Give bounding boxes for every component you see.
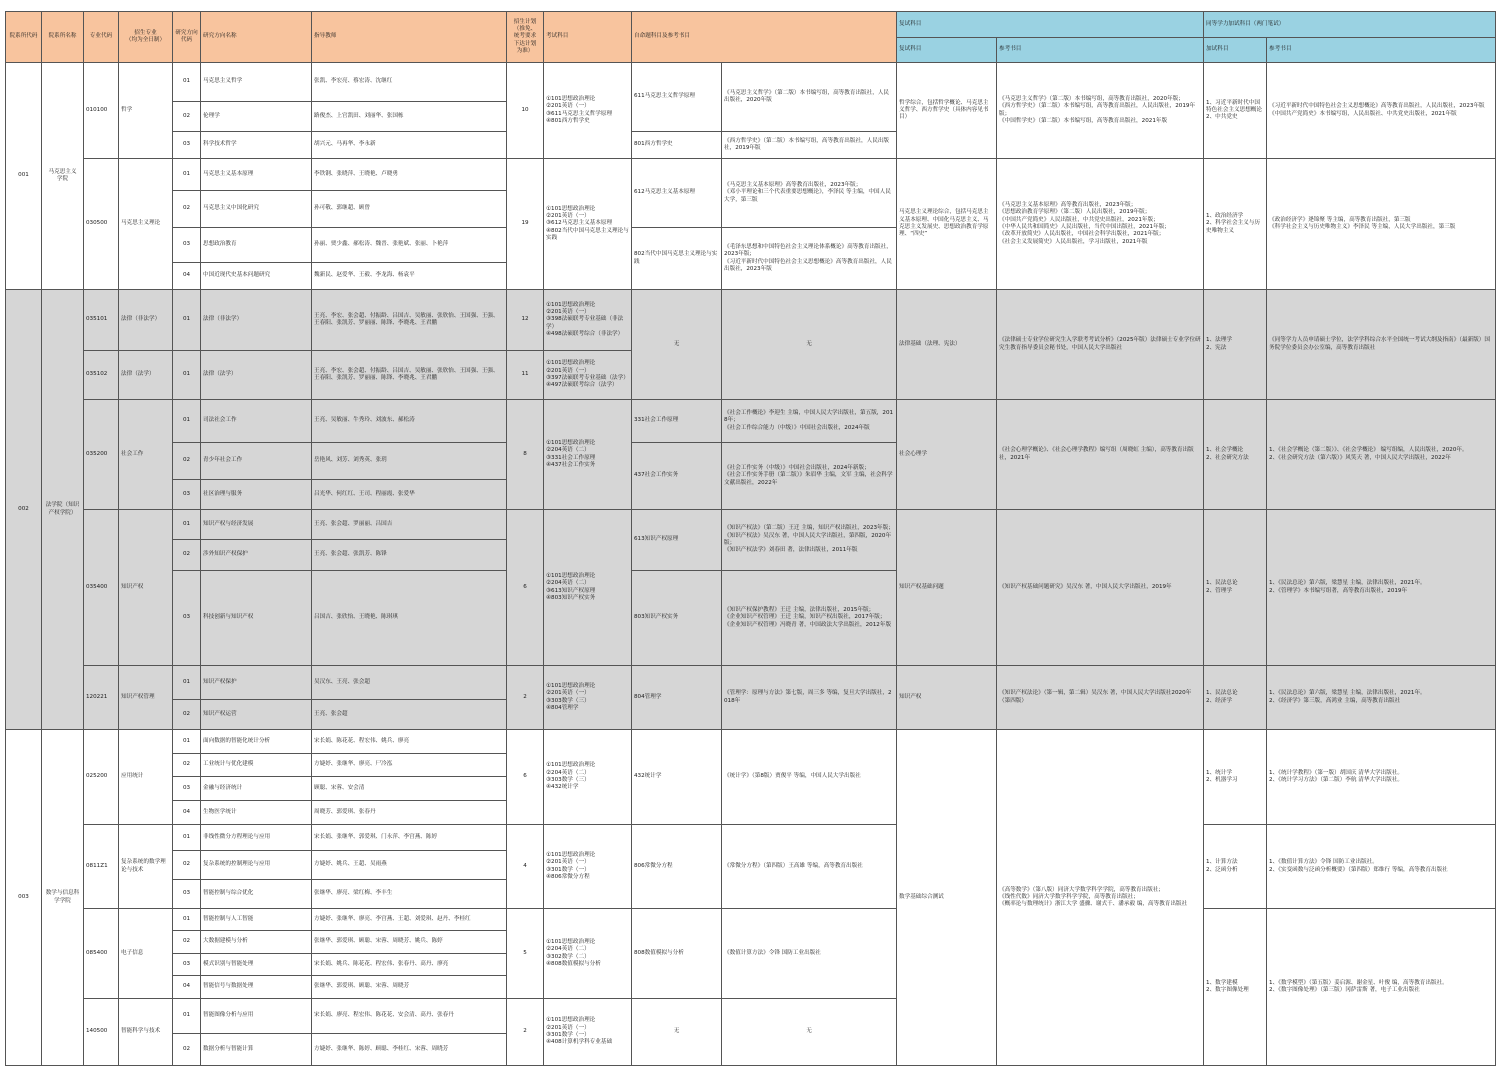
tutors-cell: 周晓芳、郭爱琪、张春丹 (312, 801, 507, 825)
major-code-cell: 035101 (84, 290, 119, 351)
dir-code-cell: 01 (173, 400, 201, 443)
table-row (6, 510, 1496, 540)
major-name-cell: 智能科学与技术 (119, 999, 173, 1066)
major-code-cell: 010100 (84, 63, 119, 159)
retest-subject: 法律基础（法理、宪法） (897, 290, 997, 400)
header-equal: 同等学力加试科目（两门笔试） (1204, 12, 1496, 38)
dir-name-cell: 复杂系统的控制理论与应用 (201, 851, 312, 880)
major-code-cell: 085400 (84, 909, 119, 999)
dir-code-cell: 01 (173, 63, 201, 102)
dir-name-cell: 生物医学统计 (201, 801, 312, 825)
plan-cell: 5 (507, 909, 544, 999)
tutors-cell: 胡兴元、马再华、李永新 (312, 132, 507, 159)
retest-subject: 知识产权 (897, 666, 997, 730)
enrollment-catalog-table (5, 11, 1496, 1066)
dir-code-cell: 02 (173, 191, 201, 228)
major-code-cell: 035200 (84, 400, 119, 510)
self-exam-subject: 802当代中国马克思主义理论与实践 (632, 228, 722, 290)
table-row (6, 666, 1496, 700)
self-exam-subject: 806常微分方程 (632, 825, 722, 909)
plan-cell: 6 (507, 730, 544, 825)
header-retest: 复试科目 (897, 12, 1204, 38)
tutors-cell: 顾聪、宋蓉、安会清 (312, 777, 507, 801)
exam-cell: ①101思想政治理论 ②201英语（一） ③397法硕联考专业基础（法学） ④497法硕联考综合（法学） (544, 351, 632, 400)
plan-cell: 11 (507, 351, 544, 400)
major-code-cell: 140500 (84, 999, 119, 1066)
dir-code-cell: 03 (173, 880, 201, 909)
equal-books: 1、《数学模型》（第五版）姜启源、谢金星、叶俊 编，高等教育出版社。 2、《数字图像处理》（第三版）冈萨雷斯 著，电子工业出版社 (1267, 909, 1496, 1066)
equal-books: 《习近平新时代中国特色社会主义思想概论》高等教育出版社，人民出版社，2023年版 《中国共产党简史》本书编写组，人民出版社、中共党史出版社，2021年版 (1267, 63, 1496, 159)
self-exam-books: 《社会工作实务（中级）》中国社会出版社，2024年新版； 《社会工作实务手册（第二版）》朱眉华 主编，文军 主编，社会科学文献出版社，2022年 (722, 443, 897, 510)
tutors-cell: 魏新民、赵爱华、王毅、李龙海、杨袁平 (312, 263, 507, 290)
table-row (6, 159, 1496, 191)
tutors-cell: 宋长娟、张继华、郭爱琪、门永萍、李宫燕、陈婷 (312, 825, 507, 851)
equal-books: 1、《民法总论》第六版，梁慧星 主编，法律出版社，2021年。 2、《管理学》本书编写组著，高等教育出版社，2019年 (1267, 510, 1496, 666)
dir-code-cell: 02 (173, 700, 201, 730)
dir-name-cell: 智能控制与综合优化 (201, 880, 312, 909)
dir-code-cell: 03 (173, 571, 201, 666)
equal-subject: 1、政治经济学 2、科学社会主义与历史唯物主义 (1204, 159, 1267, 290)
dir-name-cell: 伦理学 (201, 102, 312, 132)
plan-cell: 12 (507, 290, 544, 351)
tutors-cell: 王亮、李宏、张会超、付振龄、吕国吉、吴敏丽、张欣怡、王国强、王强、王春阳、张凯芳、罗丽丽、陈锋、李晓兆、王君鹏 (312, 290, 507, 351)
dir-name-cell: 社区治理与服务 (201, 480, 312, 510)
dir-code-cell: 03 (173, 777, 201, 801)
plan-cell: 8 (507, 400, 544, 510)
tutors-cell: 王亮、张会超、罗丽丽、吕国吉 (312, 510, 507, 540)
exam-cell: ①101思想政治理论 ②204英语（二） ③613知识产权原理 ④803知识产权实务 (544, 510, 632, 666)
dir-code-cell: 02 (173, 1034, 201, 1066)
dir-name-cell: 大数据建模与分析 (201, 931, 312, 954)
major-code-cell: 025200 (84, 730, 119, 825)
equal-subject: 1、社会学概论 2、社会研究方法 (1204, 400, 1267, 510)
dir-name-cell: 中国近现代史基本问题研究 (201, 263, 312, 290)
header-exam: 考试科目 (544, 12, 632, 63)
self-exam-subject: 437社会工作实务 (632, 443, 722, 510)
dir-name-cell: 科学技术哲学 (201, 132, 312, 159)
dir-name-cell: 知识产权与经济发展 (201, 510, 312, 540)
header-dir-code: 研究方向代码 (173, 12, 201, 63)
dir-code-cell: 02 (173, 102, 201, 132)
tutors-cell: 王亮、吴敏丽、牛秀玲、刘波东、郝松涛 (312, 400, 507, 443)
tutors-cell: 宋长娟、廖亮、程宏伟、陈花花、安会清、高丹、张春丹 (312, 999, 507, 1034)
tutors-cell: 孙可敬、郭继超、顾曾 (312, 191, 507, 228)
dir-code-cell: 03 (173, 480, 201, 510)
retest-books: 《马克思主义基本原理》高等教育出版社，2023年版； 《思想政治教育学原理》（第二版）人民出版社，2019年版； 《中国共产党简史》人民出版社，中共党史出版社，2021年版； 《中华人民共和国简史》人民出版社，当代中国出版社，2021年版； 《改革开放简史》人民出版社，中国社会科学出版社，2021年版； 《社会主义发展简史》人民出版社，学习出版社，2021年版 (997, 159, 1204, 290)
exam-cell: ①101思想政治理论 ②204英语（二） ③331社会工作原理 ④437社会工作实务 (544, 400, 632, 510)
dir-code-cell: 04 (173, 263, 201, 290)
tutors-cell: 宋长娟、姚兵、陈花花、程宏伟、张春丹、高丹、廖亮 (312, 954, 507, 976)
dir-name-cell: 马克思主义哲学 (201, 63, 312, 102)
plan-cell: 10 (507, 63, 544, 159)
retest-subject: 知识产权基础问题 (897, 510, 997, 666)
table-row (6, 825, 1496, 851)
dir-name-cell: 智能信号与数据处理 (201, 976, 312, 999)
tutors-cell: 吕光华、何红红、王司、程丽霞、张爱华 (312, 480, 507, 510)
self-exam-books: 《统计学》（第8版）贾俊平 等编，中国人民大学出版社 (722, 730, 897, 825)
dir-name-cell: 知识产权运营 (201, 700, 312, 730)
dir-name-cell: 马克思主义基本原理 (201, 159, 312, 191)
dir-code-cell: 01 (173, 825, 201, 851)
dir-name-cell: 涉外知识产权保护 (201, 540, 312, 571)
major-code-cell: 035400 (84, 510, 119, 666)
exam-cell: ①101思想政治理论 ②201英语（一） ③301数学（一） ④806常微分方程 (544, 825, 632, 909)
tutors-cell: 张继华、郭爱琪、顾聪、宋蓉、周晓芳、姚兵、陈婷 (312, 931, 507, 954)
plan-cell: 4 (507, 825, 544, 909)
dir-name-cell: 工业统计与优化建模 (201, 754, 312, 777)
tutors-cell: 王亮、张会超 (312, 700, 507, 730)
retest-subject: 马克思主义理论综合，包括马克思主义基本原理、中国化马克思主义、马克思主义发展史、思想政治教育学原理、“四史” (897, 159, 997, 290)
retest-books: 《高等数学》（第八版）同济大学数学科学学院，高等教育出版社； 《线性代数》同济大学数学科学学院，高等教育出版社； 《概率论与数理统计》浙江大学 盛骤、谢式千、潘承毅 编，高等教育出版社 (997, 730, 1204, 1066)
tutors-cell: 宋长娟、陈花花、程宏伟、姚兵、廖亮 (312, 730, 507, 754)
major-name-cell: 知识产权管理 (119, 666, 173, 730)
self-exam-subject: 612马克思主义基本原理 (632, 159, 722, 228)
dir-name-cell: 法律（法学） (201, 351, 312, 400)
major-code-cell: 120221 (84, 666, 119, 730)
table-row (6, 63, 1496, 102)
self-exam-subject: 808数值模拟与分析 (632, 909, 722, 999)
header-self-exam: 自命题科目及参考书目 (632, 12, 897, 63)
major-name-cell: 马克思主义理论 (119, 159, 173, 290)
tutors-cell: 方婕妤、姚兵、王超、吴雨燕 (312, 851, 507, 880)
equal-books: 1、《数值计算方法》令锋 国防工业出版社。 2、《实变函数与泛函分析概要》（第四版）郑维行 等编，高等教育出版社 (1267, 825, 1496, 909)
self-exam-subject: 432统计学 (632, 730, 722, 825)
equal-books: 1、《社会学概论（第二版）》、《社会学概论》 编写组编，人民出版社，2020年。 2、《社会研究方法（第六版）》风笑天 著，中国人民大学出版社，2022年 (1267, 400, 1496, 510)
exam-cell: ①101思想政治理论 ②204英语（二） ③302数学（二） ④808数值模拟与分析 (544, 909, 632, 999)
equal-subject: 1、习近平新时代中国特色社会主义思想概论 2、中共党史 (1204, 63, 1267, 159)
tutors-cell: 吕国吉、张欣怡、王晓艳、陈琪琪 (312, 571, 507, 666)
equal-books: 1、《民法总论》第六版，梁慧星 主编，法律出版社，2021年。 2、《经济学》第三版，高鸿业 主编，高等教育出版社 (1267, 666, 1496, 730)
dept-name-cell: 数学与信息科学学院 (42, 730, 84, 1066)
retest-subject: 社会心理学 (897, 400, 997, 510)
tutors-cell: 张继华、郭爱琪、顾聪、宋蓉、周晓芳 (312, 976, 507, 999)
equal-books: 1、《统计学教程》（第一版）胡国庆 清华大学出版社。 2、《统计学习方法》（第二版）李航 清华大学出版社。 (1267, 730, 1496, 825)
equal-subject: 1、数学建模 2、数字图像处理 (1204, 909, 1267, 1066)
major-name-cell: 法律（非法学） (119, 290, 173, 351)
header-retest-subject: 复试科目 (897, 38, 997, 63)
self-exam-subject: 801西方哲学史 (632, 132, 722, 159)
self-exam-none: 无 (632, 999, 722, 1066)
dir-name-cell: 思想政治教育 (201, 228, 312, 263)
major-name-cell: 社会工作 (119, 400, 173, 510)
dept-name-cell: 法学院（知识产权学院） (42, 290, 84, 730)
tutors-cell: 方婕妤、张继华、廖亮、尸冷泓 (312, 754, 507, 777)
tutors-cell: 李铁钢、张晓萍、王晓艳、卢晓勇 (312, 159, 507, 191)
retest-books: 《法律硕士专业学位研究生入学联考考试分析》（2025年版）法律硕士专业学位研究生教育指导委员会秘书处，中国人民大学出版社 (997, 290, 1204, 400)
dir-name-cell: 法律（非法学） (201, 290, 312, 351)
tutors-cell: 岳艳风、刘芳、刘秀英、张玥 (312, 443, 507, 480)
exam-cell: ①101思想政治理论 ②201英语（一） ③301数学（一） ④408计算机学科专业基础 (544, 999, 632, 1066)
dir-code-cell: 02 (173, 540, 201, 571)
dir-code-cell: 03 (173, 954, 201, 976)
self-exam-subject: 611马克思主义哲学原理 (632, 63, 722, 132)
dir-code-cell: 01 (173, 159, 201, 191)
retest-books: 《知识产权法论》（第一辑，第二辑）吴汉东 著，中国人民大学出版社2020年（第四版） (997, 666, 1204, 730)
dir-code-cell: 01 (173, 999, 201, 1034)
self-exam-books: 《知识产权法》（第二版）王迁 主编，知识产权出版社，2023年版； 《知识产权法》吴汉东 著，中国人民大学出版社，第四版，2020年版； 《知识产权法学》刘春田 著，法律出版社，2011年版 (722, 510, 897, 571)
dir-code-cell: 01 (173, 510, 201, 540)
equal-subject: 1、民法总论 2、管理学 (1204, 510, 1267, 666)
major-name-cell: 知识产权 (119, 510, 173, 666)
self-exam-books: 《社会工作概论》李迎生 主编，中国人民大学出版社，第五版，2018年； 《社会工作综合能力（中级）》中国社会出版社，2024年版 (722, 400, 897, 443)
self-exam-subject: 331社会工作原理 (632, 400, 722, 443)
self-exam-books: 《西方哲学史》（第二版）本书编写组，高等教育出版社，人民出版社，2019年版 (722, 132, 897, 159)
dir-name-cell: 数据分析与智能计算 (201, 1034, 312, 1066)
major-code-cell: 030500 (84, 159, 119, 290)
retest-books: 《马克思主义哲学》（第二版）本书编写组，高等教育出版社，2020年版； 《西方哲学史》（第二版）本书编写组，高等教育出版社，人民出版社，2019年版； 《中国哲学史》（第二版）本书编写组，高等教育出版社，2021年版 (997, 63, 1204, 159)
self-exam-books: 《马克思主义哲学》（第二版）本书编写组，高等教育出版社，人民出版社，2020年版 (722, 63, 897, 132)
major-name-cell: 电子信息 (119, 909, 173, 999)
exam-cell: ①101思想政治理论 ②201英语（一） ③398法硕联考专业基础（非法学） ④498法硕联考综合（非法学） (544, 290, 632, 351)
dir-name-cell: 面向数据的智能化统计分析 (201, 730, 312, 754)
retest-subject: 数学基础综合测试 (897, 730, 997, 1066)
dept-code-cell: 001 (6, 63, 42, 290)
dir-code-cell: 04 (173, 976, 201, 999)
exam-cell: ①101思想政治理论 ②201英语（一） ③612马克思主义基本原理 ④802当代中国马克思主义理论与实践 (544, 159, 632, 290)
plan-cell: 2 (507, 999, 544, 1066)
dept-code-cell: 002 (6, 290, 42, 730)
major-name-cell: 应用统计 (119, 730, 173, 825)
dir-code-cell: 02 (173, 443, 201, 480)
tutors-cell: 王亮、张会超、张凯芳、陈锋 (312, 540, 507, 571)
dir-code-cell: 02 (173, 931, 201, 954)
plan-cell: 19 (507, 159, 544, 290)
tutors-cell: 吴汉东、王亮、张会超 (312, 666, 507, 700)
dir-name-cell: 金融与经济统计 (201, 777, 312, 801)
major-name-cell: 法律（法学） (119, 351, 173, 400)
equal-books: 《同等学力人员申请硕士学位，法学学科综合水平全国统一考试大纲及指南》（最新版）国务院学位委员会办公室编，高等教育出版社 (1267, 290, 1496, 400)
header-plan: 招生计划 （推免、 统考要求 下达计划 为准） (507, 12, 544, 63)
dir-code-cell: 01 (173, 730, 201, 754)
retest-books: 《知识产权基础问题研究》吴汉东 著，中国人民大学出版社，2019年 (997, 510, 1204, 666)
dir-name-cell: 知识产权保护 (201, 666, 312, 700)
retest-books: 《社会心理学概论》、《社会心理学教程》编写组（周晓虹 主编），高等教育出版社，2021年 (997, 400, 1204, 510)
equal-books: 《政治经济学》逄锦聚 等主编，高等教育出版社，第三版 《科学社会主义与历史唯物主义》李泽民 等主编，人民大学出版社，第三版 (1267, 159, 1496, 290)
equal-subject: 1、法理学 2、宪法 (1204, 290, 1267, 400)
table-row (6, 400, 1496, 443)
self-exam-books: 《数值计算方法》令锋 国防工业出版社 (722, 909, 897, 999)
tutors-cell: 张继华、廖亮、梁红梅、李丰生 (312, 880, 507, 909)
equal-subject: 1、计算方法 2、泛函分析 (1204, 825, 1267, 909)
dir-code-cell: 04 (173, 801, 201, 825)
tutors-cell: 方婕妤、张继华、廖亮、李宫燕、王超、刘爱琪、赵丹、李桂红 (312, 909, 507, 931)
equal-subject: 1、统计学 2、机器学习 (1204, 730, 1267, 825)
self-exam-subject: 613知识产权原理 (632, 510, 722, 571)
exam-cell: ①101思想政治理论 ②201英语（一） ③611马克思主义哲学原理 ④801西方哲学史 (544, 63, 632, 159)
dir-code-cell: 02 (173, 754, 201, 777)
self-exam-books: 《毛泽东思想和中国特色社会主义理论体系概论》高等教育出版社，2023年版； 《习近平新时代中国特色社会主义思想概论》高等教育出版社，人民出版社，2023年版 (722, 228, 897, 290)
header-dept-name: 院系所名称 (42, 12, 84, 63)
self-exam-subject: 803知识产权实务 (632, 571, 722, 666)
header-tutors: 指导教师 (312, 12, 507, 63)
self-exam-books: 《管理学：原理与方法》第七版，周三多 等编，复旦大学出版社，2018年 (722, 666, 897, 730)
tutors-cell: 张凯、李宏亮、蔡宏涛、沈继红 (312, 63, 507, 102)
table-row (6, 730, 1496, 754)
exam-cell: ①101思想政治理论 ②201英语（一） ③303数学（三） ④804管理学 (544, 666, 632, 730)
dir-code-cell: 01 (173, 290, 201, 351)
self-exam-books: 《常微分方程》（第四版）王高雄 等编，高等教育出版社 (722, 825, 897, 909)
dir-code-cell: 03 (173, 228, 201, 263)
dir-name-cell: 马克思主义中国化研究 (201, 191, 312, 228)
major-name-cell: 哲学 (119, 63, 173, 159)
dir-name-cell: 司法社会工作 (201, 400, 312, 443)
self-books-none: 无 (722, 999, 897, 1066)
header-dept-code: 院系所代码 (6, 12, 42, 63)
dir-name-cell: 模式识别与智能处理 (201, 954, 312, 976)
dir-name-cell: 青少年社会工作 (201, 443, 312, 480)
plan-cell: 2 (507, 666, 544, 730)
dir-name-cell: 非线性微分方程理论与应用 (201, 825, 312, 851)
header-major-name: 招生专业 （均为全日制） (119, 12, 173, 63)
header-retest-books: 参考书目 (997, 38, 1204, 63)
dir-code-cell: 01 (173, 351, 201, 400)
dept-name-cell: 马克思主义 学院 (42, 63, 84, 290)
header-equal-books: 参考书目 (1267, 38, 1496, 63)
self-exam-none: 无 (632, 290, 722, 400)
major-code-cell: 035102 (84, 351, 119, 400)
retest-subject: 哲学综合，包括哲学概论、马克思主义哲学、西方哲学史（具体内容见书目） (897, 63, 997, 159)
exam-cell: ①101思想政治理论 ②204英语（二） ③303数学（三） ④432统计学 (544, 730, 632, 825)
tutors-cell: 孙丽、贾少鑫、郝松涛、魏晋、张艳斌、张丽、卜艳萍 (312, 228, 507, 263)
dir-code-cell: 02 (173, 851, 201, 880)
table-row (6, 909, 1496, 931)
header-major-code: 专业代码 (84, 12, 119, 63)
header-dir-name: 研究方向名称 (201, 12, 312, 63)
dir-name-cell: 智能图像分析与应用 (201, 999, 312, 1034)
self-exam-books: 《马克思主义基本原理》高等教育出版社，2023年版； 《邓小平理论和三个代表重要思想概论》，李泽民 等主编，中国人民大学，第三版 (722, 159, 897, 228)
dir-name-cell: 智能控制与人工智能 (201, 909, 312, 931)
self-books-none: 无 (722, 290, 897, 400)
dir-code-cell: 01 (173, 666, 201, 700)
tutors-cell: 方婕妤、张继华、陈婷、顾聪、李桂红、宋蓉、周晓芳 (312, 1034, 507, 1066)
dir-name-cell: 科技创新与知识产权 (201, 571, 312, 666)
major-code-cell: 0811Z1 (84, 825, 119, 909)
table-row (6, 290, 1496, 351)
dir-code-cell: 03 (173, 132, 201, 159)
equal-subject: 1、民法总论 2、经济学 (1204, 666, 1267, 730)
dir-code-cell: 01 (173, 909, 201, 931)
dept-code-cell: 003 (6, 730, 42, 1066)
self-exam-books: 《知识产权保护教程》王迁 主编，法律出版社，2015年版； 《企业知识产权管理》王迁 主编，知识产权出版社，2017年版； 《企业知识产权管理》冯晓青 著，中国政法大学出版社，2012年版 (722, 571, 897, 666)
self-exam-subject: 804管理学 (632, 666, 722, 730)
plan-cell: 6 (507, 510, 544, 666)
major-name-cell: 复杂系统的数学理论与技术 (119, 825, 173, 909)
header-equal-subject: 加试科目 (1204, 38, 1267, 63)
tutors-cell: 王亮、李宏、张会超、付振龄、吕国吉、吴敏丽、张欣怡、王国强、王强、王春阳、张凯芳、罗丽丽、陈锋、李晓兆、王君鹏 (312, 351, 507, 400)
tutors-cell: 路俊杰、上官凯田、刘丽华、张国栋 (312, 102, 507, 132)
